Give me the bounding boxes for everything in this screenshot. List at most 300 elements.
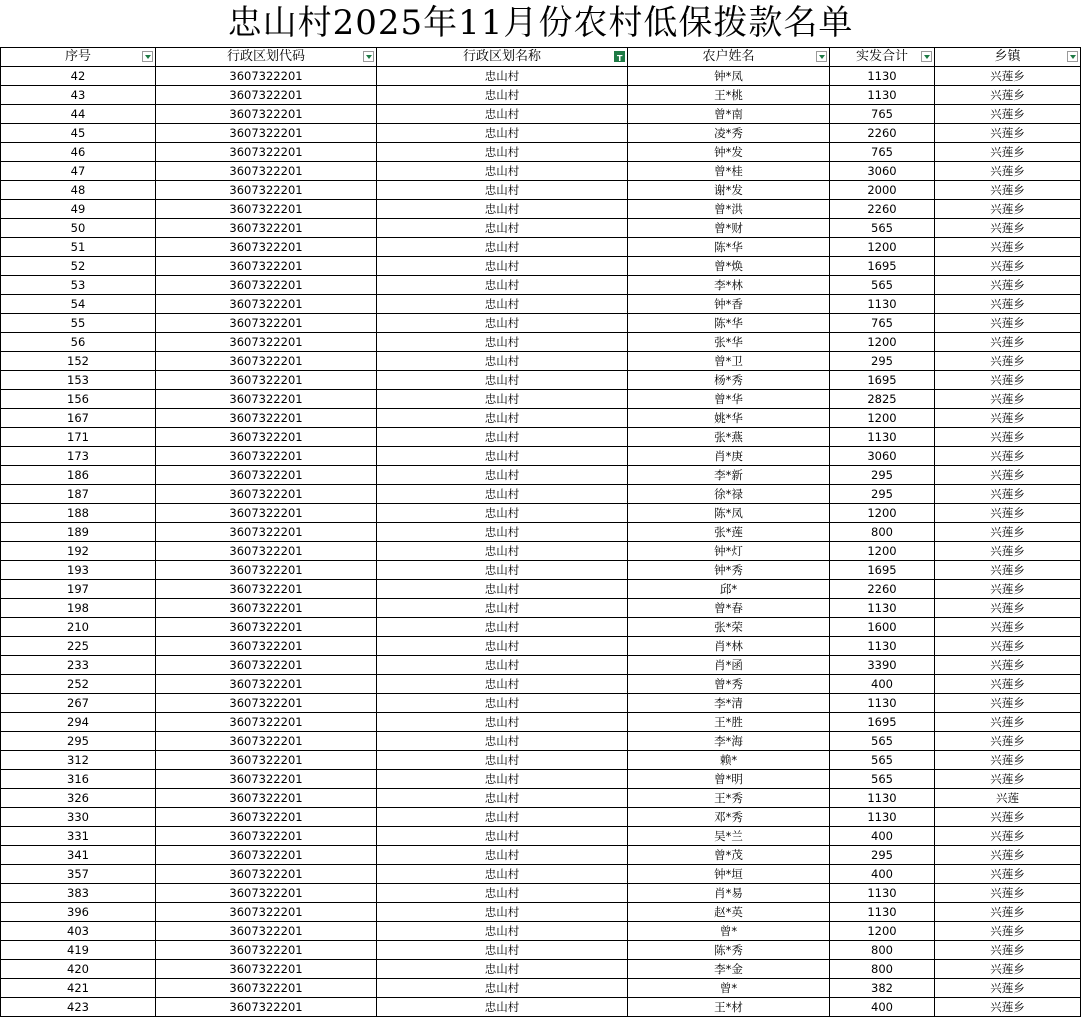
cell-amount[interactable]: 1200 — [830, 409, 935, 428]
cell-region-code[interactable]: 3607322201 — [156, 656, 377, 675]
cell-region-name[interactable]: 忠山村 — [377, 941, 628, 960]
cell-household-name[interactable]: 曾*南 — [628, 105, 830, 124]
table-row[interactable] — [1, 485, 1081, 504]
cell-household-name[interactable]: 邓*秀 — [628, 808, 830, 827]
cell-township[interactable]: 兴莲乡 — [935, 998, 1081, 1017]
cell-amount[interactable]: 1695 — [830, 561, 935, 580]
cell-region-name[interactable]: 忠山村 — [377, 523, 628, 542]
cell-index[interactable]: 341 — [1, 846, 156, 865]
cell-region-name[interactable]: 忠山村 — [377, 333, 628, 352]
cell-household-name[interactable]: 钟*凤 — [628, 67, 830, 86]
cell-household-name[interactable]: 曾*桂 — [628, 162, 830, 181]
cell-household-name[interactable]: 曾* — [628, 922, 830, 941]
table-row[interactable] — [1, 447, 1081, 466]
cell-amount[interactable]: 765 — [830, 314, 935, 333]
cell-household-name[interactable]: 李*新 — [628, 466, 830, 485]
cell-index[interactable]: 45 — [1, 124, 156, 143]
cell-amount[interactable]: 295 — [830, 485, 935, 504]
cell-township[interactable]: 兴莲 — [935, 789, 1081, 808]
cell-amount[interactable]: 2825 — [830, 390, 935, 409]
cell-region-name[interactable]: 忠山村 — [377, 637, 628, 656]
cell-region-name[interactable]: 忠山村 — [377, 219, 628, 238]
cell-region-name[interactable]: 忠山村 — [377, 960, 628, 979]
table-row[interactable] — [1, 865, 1081, 884]
cell-township[interactable]: 兴莲乡 — [935, 124, 1081, 143]
cell-township[interactable]: 兴莲乡 — [935, 523, 1081, 542]
cell-region-name[interactable]: 忠山村 — [377, 808, 628, 827]
cell-household-name[interactable]: 曾*焕 — [628, 257, 830, 276]
cell-region-name[interactable]: 忠山村 — [377, 732, 628, 751]
cell-household-name[interactable]: 王*桃 — [628, 86, 830, 105]
cell-township[interactable]: 兴莲乡 — [935, 200, 1081, 219]
cell-region-name[interactable]: 忠山村 — [377, 542, 628, 561]
cell-household-name[interactable]: 曾*茂 — [628, 846, 830, 865]
cell-index[interactable]: 42 — [1, 67, 156, 86]
cell-index[interactable]: 267 — [1, 694, 156, 713]
cell-region-name[interactable]: 忠山村 — [377, 314, 628, 333]
cell-township[interactable]: 兴莲乡 — [935, 561, 1081, 580]
cell-household-name[interactable]: 曾*秀 — [628, 675, 830, 694]
cell-township[interactable]: 兴莲乡 — [935, 219, 1081, 238]
cell-township[interactable]: 兴莲乡 — [935, 694, 1081, 713]
cell-region-code[interactable]: 3607322201 — [156, 941, 377, 960]
cell-region-name[interactable]: 忠山村 — [377, 295, 628, 314]
cell-index[interactable]: 56 — [1, 333, 156, 352]
cell-index[interactable]: 49 — [1, 200, 156, 219]
cell-township[interactable]: 兴莲乡 — [935, 827, 1081, 846]
cell-amount[interactable]: 765 — [830, 143, 935, 162]
cell-amount[interactable]: 1130 — [830, 694, 935, 713]
cell-household-name[interactable]: 吴*兰 — [628, 827, 830, 846]
table-row[interactable] — [1, 86, 1081, 105]
table-row[interactable] — [1, 542, 1081, 561]
cell-region-code[interactable]: 3607322201 — [156, 827, 377, 846]
cell-region-code[interactable]: 3607322201 — [156, 846, 377, 865]
cell-index[interactable]: 252 — [1, 675, 156, 694]
cell-region-code[interactable]: 3607322201 — [156, 960, 377, 979]
cell-household-name[interactable]: 肖*函 — [628, 656, 830, 675]
cell-township[interactable]: 兴莲乡 — [935, 162, 1081, 181]
cell-township[interactable]: 兴莲乡 — [935, 409, 1081, 428]
cell-region-code[interactable]: 3607322201 — [156, 428, 377, 447]
table-row[interactable] — [1, 181, 1081, 200]
cell-amount[interactable]: 2260 — [830, 200, 935, 219]
cell-amount[interactable]: 400 — [830, 675, 935, 694]
cell-amount[interactable]: 1130 — [830, 808, 935, 827]
cell-region-name[interactable]: 忠山村 — [377, 257, 628, 276]
cell-index[interactable]: 420 — [1, 960, 156, 979]
cell-household-name[interactable]: 曾*卫 — [628, 352, 830, 371]
cell-index[interactable]: 233 — [1, 656, 156, 675]
cell-index[interactable]: 52 — [1, 257, 156, 276]
cell-amount[interactable]: 400 — [830, 865, 935, 884]
cell-amount[interactable]: 1600 — [830, 618, 935, 637]
cell-township[interactable]: 兴莲乡 — [935, 637, 1081, 656]
cell-amount[interactable]: 3390 — [830, 656, 935, 675]
cell-index[interactable]: 47 — [1, 162, 156, 181]
cell-region-code[interactable]: 3607322201 — [156, 466, 377, 485]
cell-region-code[interactable]: 3607322201 — [156, 409, 377, 428]
cell-household-name[interactable]: 肖*庚 — [628, 447, 830, 466]
table-row[interactable] — [1, 105, 1081, 124]
table-row[interactable] — [1, 314, 1081, 333]
cell-index[interactable]: 396 — [1, 903, 156, 922]
cell-household-name[interactable]: 钟*香 — [628, 295, 830, 314]
cell-township[interactable]: 兴莲乡 — [935, 504, 1081, 523]
table-row[interactable] — [1, 960, 1081, 979]
cell-region-name[interactable]: 忠山村 — [377, 162, 628, 181]
table-row[interactable] — [1, 67, 1081, 86]
cell-region-code[interactable]: 3607322201 — [156, 789, 377, 808]
cell-household-name[interactable]: 王*秀 — [628, 789, 830, 808]
cell-amount[interactable]: 400 — [830, 827, 935, 846]
cell-township[interactable]: 兴莲乡 — [935, 105, 1081, 124]
cell-household-name[interactable]: 曾* — [628, 979, 830, 998]
cell-township[interactable]: 兴莲乡 — [935, 143, 1081, 162]
cell-township[interactable]: 兴莲乡 — [935, 86, 1081, 105]
cell-amount[interactable]: 382 — [830, 979, 935, 998]
cell-household-name[interactable]: 张*荣 — [628, 618, 830, 637]
filter-dropdown-icon[interactable] — [921, 51, 932, 62]
cell-township[interactable]: 兴莲乡 — [935, 67, 1081, 86]
table-row[interactable] — [1, 295, 1081, 314]
cell-township[interactable]: 兴莲乡 — [935, 618, 1081, 637]
cell-region-code[interactable]: 3607322201 — [156, 865, 377, 884]
cell-township[interactable]: 兴莲乡 — [935, 979, 1081, 998]
cell-amount[interactable]: 1130 — [830, 789, 935, 808]
cell-township[interactable]: 兴莲乡 — [935, 181, 1081, 200]
table-row[interactable] — [1, 941, 1081, 960]
cell-index[interactable]: 294 — [1, 713, 156, 732]
cell-region-name[interactable]: 忠山村 — [377, 181, 628, 200]
table-row[interactable] — [1, 922, 1081, 941]
cell-region-code[interactable]: 3607322201 — [156, 998, 377, 1017]
cell-household-name[interactable]: 徐*禄 — [628, 485, 830, 504]
table-row[interactable] — [1, 219, 1081, 238]
table-row[interactable] — [1, 998, 1081, 1017]
cell-region-name[interactable]: 忠山村 — [377, 561, 628, 580]
cell-region-code[interactable]: 3607322201 — [156, 561, 377, 580]
cell-township[interactable]: 兴莲乡 — [935, 447, 1081, 466]
cell-household-name[interactable]: 钟*灯 — [628, 542, 830, 561]
cell-region-name[interactable]: 忠山村 — [377, 998, 628, 1017]
cell-township[interactable]: 兴莲乡 — [935, 466, 1081, 485]
cell-index[interactable]: 152 — [1, 352, 156, 371]
table-row[interactable] — [1, 390, 1081, 409]
table-row[interactable] — [1, 618, 1081, 637]
cell-amount[interactable]: 400 — [830, 998, 935, 1017]
cell-region-code[interactable]: 3607322201 — [156, 770, 377, 789]
table-row[interactable] — [1, 504, 1081, 523]
cell-region-code[interactable]: 3607322201 — [156, 580, 377, 599]
cell-region-code[interactable]: 3607322201 — [156, 979, 377, 998]
cell-household-name[interactable]: 肖*林 — [628, 637, 830, 656]
cell-region-code[interactable]: 3607322201 — [156, 599, 377, 618]
cell-amount[interactable]: 1200 — [830, 504, 935, 523]
cell-index[interactable]: 50 — [1, 219, 156, 238]
table-row[interactable] — [1, 428, 1081, 447]
cell-index[interactable]: 403 — [1, 922, 156, 941]
cell-region-code[interactable]: 3607322201 — [156, 808, 377, 827]
cell-index[interactable]: 295 — [1, 732, 156, 751]
cell-region-name[interactable]: 忠山村 — [377, 979, 628, 998]
cell-region-code[interactable]: 3607322201 — [156, 903, 377, 922]
cell-index[interactable]: 383 — [1, 884, 156, 903]
cell-region-code[interactable]: 3607322201 — [156, 694, 377, 713]
filter-dropdown-icon[interactable] — [816, 51, 827, 62]
cell-household-name[interactable]: 陈*秀 — [628, 941, 830, 960]
cell-region-code[interactable]: 3607322201 — [156, 542, 377, 561]
cell-household-name[interactable]: 李*海 — [628, 732, 830, 751]
cell-township[interactable]: 兴莲乡 — [935, 352, 1081, 371]
cell-index[interactable]: 167 — [1, 409, 156, 428]
cell-amount[interactable]: 1200 — [830, 238, 935, 257]
cell-township[interactable]: 兴莲乡 — [935, 295, 1081, 314]
cell-region-name[interactable]: 忠山村 — [377, 485, 628, 504]
cell-region-code[interactable]: 3607322201 — [156, 751, 377, 770]
cell-region-code[interactable]: 3607322201 — [156, 181, 377, 200]
cell-region-code[interactable]: 3607322201 — [156, 637, 377, 656]
cell-index[interactable]: 357 — [1, 865, 156, 884]
cell-amount[interactable]: 1200 — [830, 333, 935, 352]
table-row[interactable] — [1, 884, 1081, 903]
cell-region-code[interactable]: 3607322201 — [156, 352, 377, 371]
cell-household-name[interactable]: 陈*凤 — [628, 504, 830, 523]
cell-household-name[interactable]: 曾*华 — [628, 390, 830, 409]
cell-region-code[interactable]: 3607322201 — [156, 333, 377, 352]
cell-index[interactable]: 225 — [1, 637, 156, 656]
cell-region-name[interactable]: 忠山村 — [377, 409, 628, 428]
cell-region-name[interactable]: 忠山村 — [377, 694, 628, 713]
table-row[interactable] — [1, 846, 1081, 865]
cell-region-code[interactable]: 3607322201 — [156, 124, 377, 143]
cell-amount[interactable]: 3060 — [830, 447, 935, 466]
cell-amount[interactable]: 1130 — [830, 67, 935, 86]
cell-index[interactable]: 188 — [1, 504, 156, 523]
cell-household-name[interactable]: 赖* — [628, 751, 830, 770]
cell-index[interactable]: 331 — [1, 827, 156, 846]
cell-region-name[interactable]: 忠山村 — [377, 713, 628, 732]
cell-household-name[interactable]: 陈*华 — [628, 238, 830, 257]
cell-index[interactable]: 156 — [1, 390, 156, 409]
cell-household-name[interactable]: 钟*秀 — [628, 561, 830, 580]
cell-household-name[interactable]: 凌*秀 — [628, 124, 830, 143]
cell-amount[interactable]: 1130 — [830, 884, 935, 903]
cell-region-name[interactable]: 忠山村 — [377, 770, 628, 789]
cell-township[interactable]: 兴莲乡 — [935, 276, 1081, 295]
cell-household-name[interactable]: 曾*财 — [628, 219, 830, 238]
cell-index[interactable]: 419 — [1, 941, 156, 960]
cell-region-name[interactable]: 忠山村 — [377, 200, 628, 219]
table-row[interactable] — [1, 675, 1081, 694]
cell-township[interactable]: 兴莲乡 — [935, 960, 1081, 979]
cell-region-code[interactable]: 3607322201 — [156, 67, 377, 86]
cell-region-name[interactable]: 忠山村 — [377, 428, 628, 447]
cell-amount[interactable]: 1695 — [830, 371, 935, 390]
cell-index[interactable]: 48 — [1, 181, 156, 200]
cell-township[interactable]: 兴莲乡 — [935, 884, 1081, 903]
cell-region-name[interactable]: 忠山村 — [377, 143, 628, 162]
cell-township[interactable]: 兴莲乡 — [935, 770, 1081, 789]
cell-region-name[interactable]: 忠山村 — [377, 466, 628, 485]
cell-amount[interactable]: 565 — [830, 751, 935, 770]
table-row[interactable] — [1, 409, 1081, 428]
cell-amount[interactable]: 2000 — [830, 181, 935, 200]
cell-township[interactable]: 兴莲乡 — [935, 257, 1081, 276]
cell-township[interactable]: 兴莲乡 — [935, 713, 1081, 732]
cell-amount[interactable]: 1130 — [830, 599, 935, 618]
cell-household-name[interactable]: 李*清 — [628, 694, 830, 713]
cell-region-code[interactable]: 3607322201 — [156, 371, 377, 390]
cell-township[interactable]: 兴莲乡 — [935, 922, 1081, 941]
cell-household-name[interactable]: 曾*洪 — [628, 200, 830, 219]
table-row[interactable] — [1, 827, 1081, 846]
cell-amount[interactable]: 800 — [830, 941, 935, 960]
cell-region-code[interactable]: 3607322201 — [156, 105, 377, 124]
cell-region-name[interactable]: 忠山村 — [377, 789, 628, 808]
cell-region-name[interactable]: 忠山村 — [377, 504, 628, 523]
cell-township[interactable]: 兴莲乡 — [935, 656, 1081, 675]
cell-region-code[interactable]: 3607322201 — [156, 485, 377, 504]
table-row[interactable] — [1, 694, 1081, 713]
cell-index[interactable]: 189 — [1, 523, 156, 542]
cell-region-code[interactable]: 3607322201 — [156, 162, 377, 181]
cell-index[interactable]: 193 — [1, 561, 156, 580]
cell-index[interactable]: 312 — [1, 751, 156, 770]
cell-region-name[interactable]: 忠山村 — [377, 656, 628, 675]
cell-index[interactable]: 51 — [1, 238, 156, 257]
cell-township[interactable]: 兴莲乡 — [935, 333, 1081, 352]
cell-index[interactable]: 198 — [1, 599, 156, 618]
cell-region-name[interactable]: 忠山村 — [377, 599, 628, 618]
cell-amount[interactable]: 800 — [830, 960, 935, 979]
cell-amount[interactable]: 1130 — [830, 903, 935, 922]
cell-household-name[interactable]: 王*材 — [628, 998, 830, 1017]
cell-township[interactable]: 兴莲乡 — [935, 751, 1081, 770]
cell-amount[interactable]: 1130 — [830, 86, 935, 105]
cell-index[interactable]: 43 — [1, 86, 156, 105]
table-row[interactable] — [1, 770, 1081, 789]
cell-household-name[interactable]: 杨*秀 — [628, 371, 830, 390]
cell-township[interactable]: 兴莲乡 — [935, 599, 1081, 618]
cell-household-name[interactable]: 李*林 — [628, 276, 830, 295]
cell-amount[interactable]: 1130 — [830, 295, 935, 314]
cell-region-name[interactable]: 忠山村 — [377, 846, 628, 865]
cell-index[interactable]: 186 — [1, 466, 156, 485]
cell-region-name[interactable]: 忠山村 — [377, 827, 628, 846]
cell-index[interactable]: 187 — [1, 485, 156, 504]
table-row[interactable] — [1, 523, 1081, 542]
cell-region-name[interactable]: 忠山村 — [377, 447, 628, 466]
cell-household-name[interactable]: 钟*发 — [628, 143, 830, 162]
cell-township[interactable]: 兴莲乡 — [935, 542, 1081, 561]
cell-index[interactable]: 54 — [1, 295, 156, 314]
cell-household-name[interactable]: 王*胜 — [628, 713, 830, 732]
cell-region-code[interactable]: 3607322201 — [156, 922, 377, 941]
table-row[interactable] — [1, 732, 1081, 751]
cell-region-name[interactable]: 忠山村 — [377, 884, 628, 903]
cell-region-code[interactable]: 3607322201 — [156, 143, 377, 162]
cell-index[interactable]: 55 — [1, 314, 156, 333]
cell-township[interactable]: 兴莲乡 — [935, 941, 1081, 960]
cell-region-code[interactable]: 3607322201 — [156, 200, 377, 219]
cell-household-name[interactable]: 张*莲 — [628, 523, 830, 542]
cell-amount[interactable]: 1695 — [830, 257, 935, 276]
cell-amount[interactable]: 2260 — [830, 580, 935, 599]
cell-index[interactable]: 316 — [1, 770, 156, 789]
cell-amount[interactable]: 295 — [830, 352, 935, 371]
cell-region-code[interactable]: 3607322201 — [156, 713, 377, 732]
cell-township[interactable]: 兴莲乡 — [935, 314, 1081, 333]
filter-active-icon[interactable] — [614, 51, 625, 62]
cell-region-code[interactable]: 3607322201 — [156, 86, 377, 105]
cell-amount[interactable]: 1200 — [830, 922, 935, 941]
cell-region-name[interactable]: 忠山村 — [377, 238, 628, 257]
cell-amount[interactable]: 1130 — [830, 428, 935, 447]
cell-region-name[interactable]: 忠山村 — [377, 276, 628, 295]
cell-amount[interactable]: 565 — [830, 276, 935, 295]
cell-amount[interactable]: 565 — [830, 732, 935, 751]
cell-township[interactable]: 兴莲乡 — [935, 865, 1081, 884]
table-row[interactable] — [1, 200, 1081, 219]
cell-index[interactable]: 197 — [1, 580, 156, 599]
table-row[interactable] — [1, 599, 1081, 618]
cell-amount[interactable]: 1200 — [830, 542, 935, 561]
table-row[interactable] — [1, 789, 1081, 808]
cell-index[interactable]: 153 — [1, 371, 156, 390]
cell-amount[interactable]: 800 — [830, 523, 935, 542]
cell-amount[interactable]: 1695 — [830, 713, 935, 732]
cell-township[interactable]: 兴莲乡 — [935, 428, 1081, 447]
cell-region-code[interactable]: 3607322201 — [156, 675, 377, 694]
cell-region-code[interactable]: 3607322201 — [156, 238, 377, 257]
table-row[interactable] — [1, 333, 1081, 352]
cell-region-code[interactable]: 3607322201 — [156, 314, 377, 333]
cell-index[interactable]: 53 — [1, 276, 156, 295]
cell-index[interactable]: 46 — [1, 143, 156, 162]
filter-dropdown-icon[interactable] — [363, 51, 374, 62]
cell-region-code[interactable]: 3607322201 — [156, 390, 377, 409]
cell-region-code[interactable]: 3607322201 — [156, 447, 377, 466]
cell-region-code[interactable]: 3607322201 — [156, 732, 377, 751]
cell-region-name[interactable]: 忠山村 — [377, 105, 628, 124]
cell-region-name[interactable]: 忠山村 — [377, 675, 628, 694]
cell-amount[interactable]: 765 — [830, 105, 935, 124]
cell-township[interactable]: 兴莲乡 — [935, 580, 1081, 599]
cell-region-name[interactable]: 忠山村 — [377, 124, 628, 143]
cell-household-name[interactable]: 曾*明 — [628, 770, 830, 789]
table-row[interactable] — [1, 162, 1081, 181]
cell-index[interactable]: 173 — [1, 447, 156, 466]
cell-region-code[interactable]: 3607322201 — [156, 504, 377, 523]
cell-township[interactable]: 兴莲乡 — [935, 846, 1081, 865]
cell-township[interactable]: 兴莲乡 — [935, 903, 1081, 922]
table-row[interactable] — [1, 979, 1081, 998]
cell-region-code[interactable]: 3607322201 — [156, 884, 377, 903]
cell-region-code[interactable]: 3607322201 — [156, 219, 377, 238]
cell-household-name[interactable]: 曾*春 — [628, 599, 830, 618]
cell-amount[interactable]: 2260 — [830, 124, 935, 143]
cell-township[interactable]: 兴莲乡 — [935, 808, 1081, 827]
cell-index[interactable]: 423 — [1, 998, 156, 1017]
cell-region-name[interactable]: 忠山村 — [377, 618, 628, 637]
cell-household-name[interactable]: 钟*垣 — [628, 865, 830, 884]
table-row[interactable] — [1, 903, 1081, 922]
cell-region-name[interactable]: 忠山村 — [377, 352, 628, 371]
table-row[interactable] — [1, 257, 1081, 276]
cell-region-code[interactable]: 3607322201 — [156, 276, 377, 295]
cell-index[interactable]: 44 — [1, 105, 156, 124]
